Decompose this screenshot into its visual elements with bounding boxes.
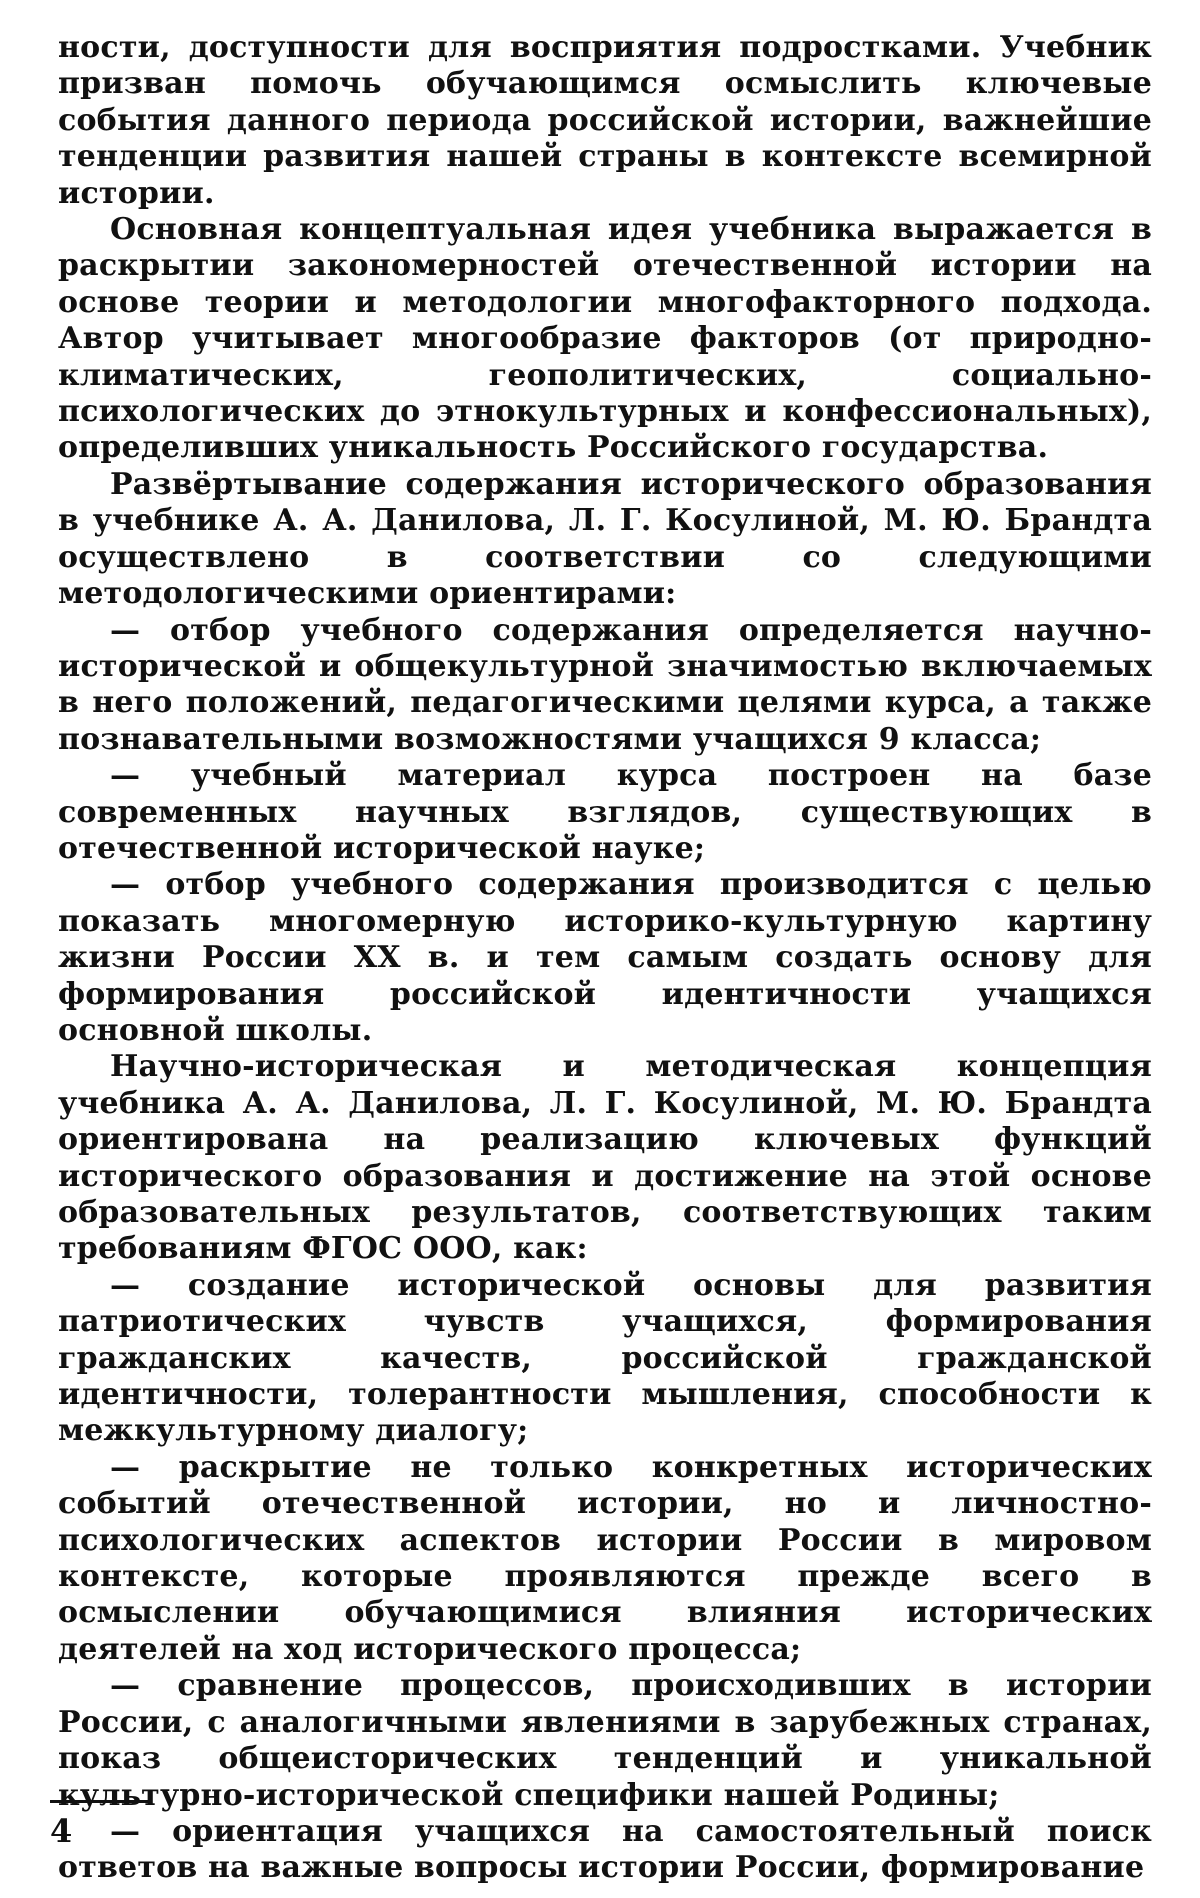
list-item-independent-search: — ориентация учащихся на самостоятельный поиск ответов на важные вопросы истории России, формирование bbox=[58, 1813, 1152, 1886]
paragraph-concept: Основная концептуальная идея учебника выражается в раскрытии закономерностей отечественной истории на основе теории и методологии многофакторного подхода. Автор учитывает многообразие факторов (от природно-климатических, геополитических, социально-психологических до этнокультурных и конфессиональных), определивших уникальность Российского государства. bbox=[58, 212, 1152, 466]
list-item-content-selection: — отбор учебного содержания определяется научно-исторической и общекультурной значимостью включаемых в него положений, педагогическими целями курса, а также познавательными возможностями учащихся 9 класса; bbox=[58, 612, 1152, 757]
list-item-cultural-picture: — отбор учебного содержания производится с целью показать многомерную историко-культурную картину жизни России XX в. и тем самым создать основу для формирования российской идентичности учащихся основной школы. bbox=[58, 867, 1152, 1048]
list-item-psychological-aspects: — раскрытие не только конкретных исторических событий отечественной истории, но и личностно-психологических аспектов истории России в мировом контексте, которые проявляются прежде всего в осмыслении обучающимися влияния исторических деятелей на ход исторического процесса; bbox=[58, 1449, 1152, 1667]
paragraph-continuation: ности, доступности для восприятия подростками. Учебник призван помочь обучающимся осмыслить ключевые события данного периода российской истории, важнейшие тенденции развития нашей страны в контексте всемирной истории. bbox=[58, 30, 1152, 211]
paragraph-fgos: Научно-историческая и методическая концепция учебника А. А. Данилова, Л. Г. Косулиной, М. Ю. Брандта ориентирована на реализацию ключевых функций исторического образования и достижение на этой основе образовательных результатов, соответствующих таким требованиям ФГОС ООО, как: bbox=[58, 1049, 1152, 1267]
list-item-comparison: — сравнение процессов, происходивших в истории России, с аналогичными явлениями в зарубежных странах, показ общеисторических тенденций и уникальной культурно-исторической специфики нашей Родины; bbox=[58, 1668, 1152, 1813]
footer-divider bbox=[50, 1800, 150, 1803]
list-item-course-material: — учебный материал курса построен на базе современных научных взглядов, существующих в отечественной исторической науке; bbox=[58, 758, 1152, 866]
body-text bbox=[58, 30, 1152, 1887]
page-number: 4 bbox=[50, 1812, 73, 1850]
list-item-patriotic-basis: — создание исторической основы для развития патриотических чувств учащихся, формирования гражданских качеств, российской гражданской идентичности, толерантности мышления, способности к межкультурному диалогу; bbox=[58, 1267, 1152, 1449]
paragraph-methodology: Развёртывание содержания исторического образования в учебнике А. А. Данилова, Л. Г. Косулиной, М. Ю. Брандта осуществлено в соответствии со следующими методологическими ориентирами: bbox=[58, 466, 1152, 612]
